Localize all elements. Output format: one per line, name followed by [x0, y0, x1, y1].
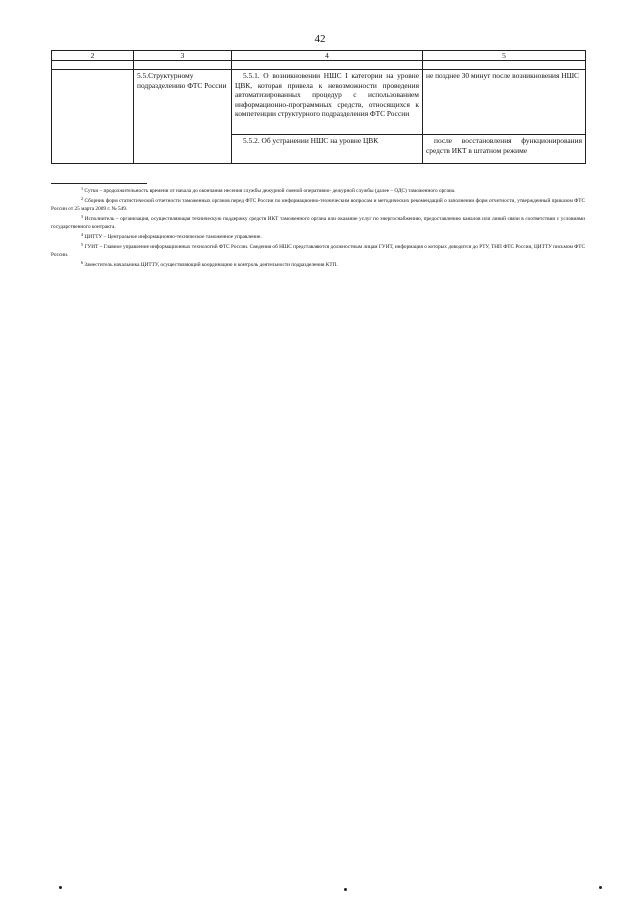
- column-header: 2: [52, 51, 134, 61]
- scan-speck: [599, 886, 602, 889]
- footnote-mark: 3: [81, 214, 84, 220]
- footnote-text: Сборник форм статистической отчетности таможенных органов перед ФТС России по информационно-техническим вопросам и методических рекомендаций о заполнении форм отчетности, утвержденный приказом ФТС России от 25 марта 2009 г. № 549.: [51, 198, 586, 212]
- footnote: [51, 241, 585, 259]
- deadline-cell: не позднее 30 минут после возникновения НШС: [423, 70, 586, 135]
- table-row: [52, 70, 586, 135]
- table-header-row: [52, 51, 586, 61]
- table-spacer-row: [52, 61, 586, 70]
- footnote: [51, 213, 585, 231]
- deadline-cell: после восстановления функционирования средств ИКТ в штатном режиме: [423, 135, 586, 164]
- table-cell: [423, 61, 586, 70]
- footnote-text: ЦИТТУ – Центральное информационно-техническое таможенное управление.: [84, 234, 262, 241]
- notification-table: [51, 50, 586, 164]
- footnote: [51, 259, 585, 269]
- section-label: 5.5.Структурному подразделению ФТС России: [134, 70, 232, 164]
- footnote-text: ГУИТ – Главное управление информационных технологий ФТС России. Сведения об НШС представляются должностным лицам ГУИТ, информация о которых доводится до РТУ, ТНП ФТС России, ЦИТТУ письмом ФТС России.: [51, 244, 585, 258]
- page-number: 42: [314, 33, 326, 45]
- event-cell: 5.5.1. О возникновении НШС I категории на уровне ЦВК, которая привела к невозможности проведения автоматизированных процедур с использованием информационно-программных средств, относящихся к компетенции структурного подразделения ФТС России: [232, 70, 423, 135]
- column-header: 5: [423, 51, 586, 61]
- footnote-text: Исполнитель – организация, осуществляющая техническую поддержку средств ИКТ таможенного органа или оказание услуг по энергоснабжению, предоставлению каналов или линий связи в соответствии с условиями государственного контракта.: [51, 216, 585, 230]
- footnote: [51, 195, 585, 213]
- footnote: [51, 231, 585, 241]
- footnote-text: Заместитель начальника ЦИТТУ, осуществляющий координацию и контроль деятельности подразделения КТП.: [84, 262, 338, 269]
- footnote: [51, 185, 585, 195]
- table-cell: [134, 61, 232, 70]
- footnote-separator: [51, 183, 147, 184]
- event-cell: 5.5.2. Об устранении НШС на уровне ЦВК: [232, 135, 423, 164]
- scan-speck: [344, 888, 347, 891]
- footnote-mark: 6: [81, 260, 84, 266]
- footnote-text: Сутки – продолжительность времени от начала до окончания несения службы дежурной сменой оперативно- дежурной службы (далее – ОДС) таможенного органа.: [84, 188, 456, 194]
- scan-speck: [59, 886, 62, 889]
- footnote-mark: 5: [81, 242, 84, 248]
- footnote-mark: 2: [81, 196, 84, 202]
- column-header: 3: [134, 51, 232, 61]
- footnote-mark: 1: [81, 186, 84, 191]
- footnotes: [51, 185, 585, 270]
- table-cell: [52, 61, 134, 70]
- table-cell: [52, 70, 134, 164]
- column-header: 4: [232, 51, 423, 61]
- table-cell: [232, 61, 423, 70]
- footnote-mark: 4: [81, 232, 84, 238]
